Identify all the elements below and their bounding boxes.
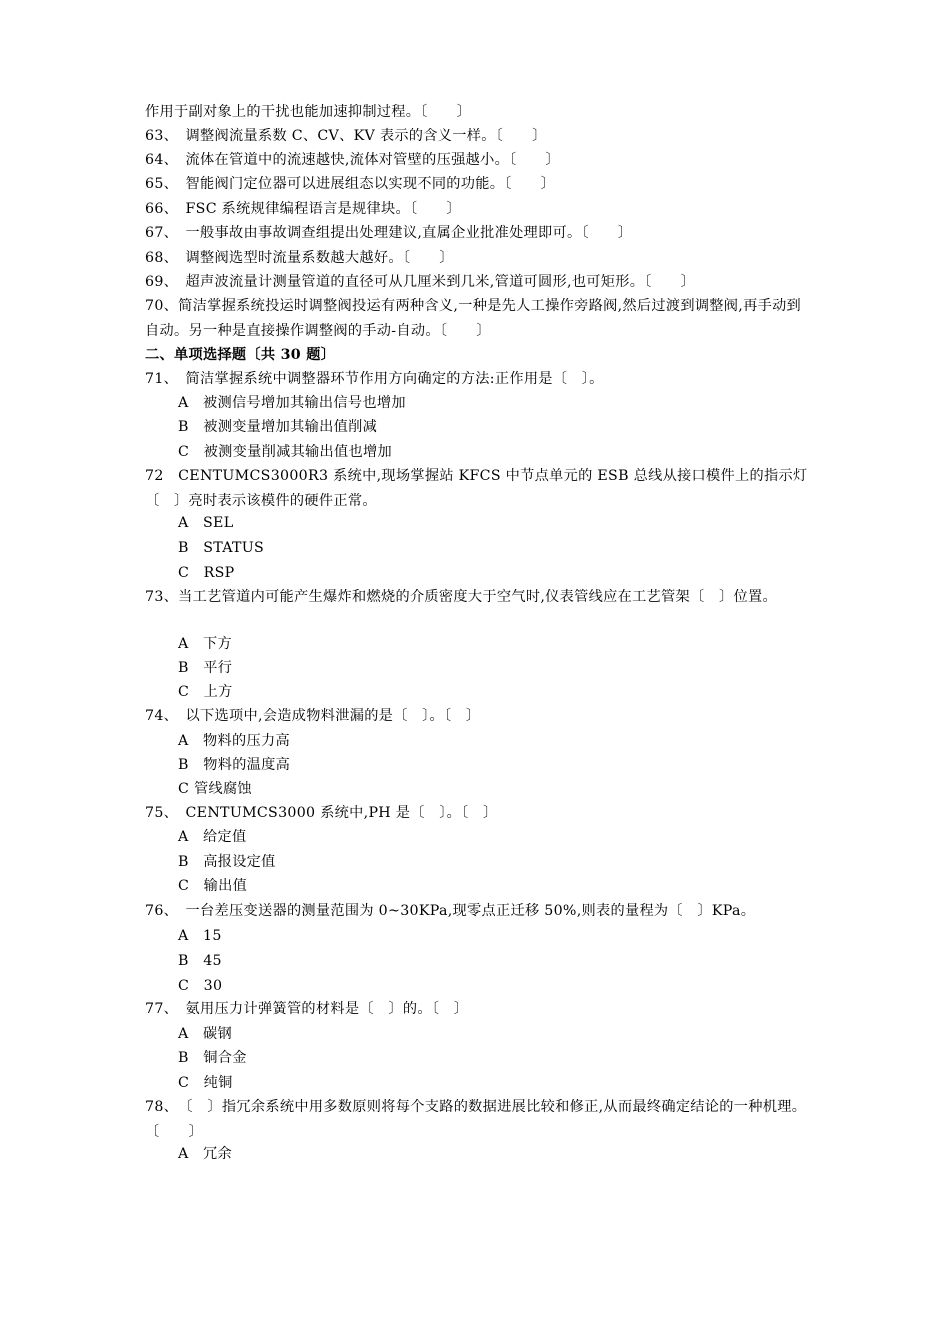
q72-option-a: A SEL [178,515,234,531]
question-64: 64、 流体在管道中的流速越快,流体对管壁的压强越小。〔 〕 [145,152,560,168]
question-66: 66、 FSC 系统规律编程语言是规律块。〔 〕 [145,201,461,217]
q71-option-a: A 被测信号增加其输出信号也增加 [178,395,406,411]
q76-option-b: B 45 [178,953,222,969]
question-63: 63、 调整阀流量系数 C、CV、KV 表示的含义一样。〔 〕 [145,128,547,144]
q75-option-c: C 输出值 [178,878,248,894]
question-67: 67、 一般事故由事故调查组提出处理建议,直属企业批准处理即可。〔 〕 [145,225,633,241]
q74-option-c: C 管线腐蚀 [178,781,252,797]
text-line-continuation: 作用于副对象上的干扰也能加速抑制过程。〔 〕 [145,104,472,120]
q73-option-b: B 平行 [178,660,233,676]
q75-option-a: A 给定值 [178,829,247,845]
question-76: 76、 一台差压变送器的测量范围为 0~30KPa,现零点正迁移 50%,则表的量程为〔 〕KPa。 [145,903,756,919]
q72-option-b: B STATUS [178,540,265,556]
q74-option-a: A 物料的压力高 [178,733,290,749]
q76-option-c: C 30 [178,978,223,994]
question-75: 75、 CENTUMCS3000 系统中,PH 是〔 〕。〔 〕 [145,805,498,821]
question-69: 69、 超声波流量计测量管道的直径可从几厘米到几米,管道可圆形,也可矩形。〔 〕 [145,274,696,290]
q72-option-c: C RSP [178,565,235,581]
q71-option-c: C 被测变量削减其输出值也增加 [178,444,392,460]
q73-option-a: A 下方 [178,636,233,652]
section-heading: 二、单项选择题〔共 30 题〕 [145,347,336,363]
question-73: 73、当工艺管道内可能产生爆炸和燃烧的介质密度大于空气时,仪表管线应在工艺管架〔 〕位置。 [145,589,777,605]
q77-option-c: C 纯铜 [178,1075,233,1091]
q71-option-b: B 被测变量增加其输出值削减 [178,419,378,435]
q74-option-b: B 物料的温度高 [178,757,291,773]
question-65: 65、 智能阀门定位器可以进展组态以实现不同的功能。〔 〕 [145,176,556,192]
q76-option-a: A 15 [178,928,222,944]
q78-option-a: A 冗余 [178,1146,233,1162]
question-78: 78、 〔 〕指冗余系统中用多数原则将每个支路的数据进展比较和修正,从而最终确定结论的一种机理。〔 〕 [145,1099,807,1140]
question-70: 70、简洁掌握系统投运时调整阀投运有两种含义,一种是先人工操作旁路阀,然后过渡到调整阀,再手动到自动。另一种是直接操作调整阀的手动-自动。〔 〕 [145,298,802,339]
question-72: 72 CENTUMCS3000R3 系统中,现场掌握站 KFCS 中节点单元的 ESB 总线从接口模件上的指示灯〔 〕亮时表示该模件的硬件正常。 [145,468,808,509]
question-77: 77、 氨用压力计弹簧管的材料是〔 〕的。〔 〕 [145,1001,469,1017]
question-68: 68、 调整阀选型时流量系数越大越好。〔 〕 [145,250,454,266]
question-74: 74、 以下选项中,会造成物料泄漏的是〔 〕。〔 〕 [145,708,481,724]
q77-option-a: A 碳钢 [178,1026,233,1042]
q75-option-b: B 高报设定值 [178,854,276,870]
question-71: 71、 简洁掌握系统中调整器环节作用方向确定的方法:正作用是〔 〕。 [145,371,604,387]
q73-option-c: C 上方 [178,684,233,700]
q77-option-b: B 铜合金 [178,1050,247,1066]
